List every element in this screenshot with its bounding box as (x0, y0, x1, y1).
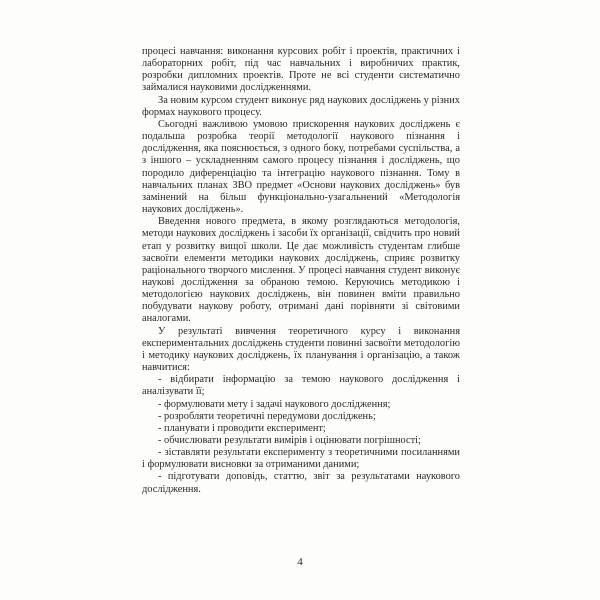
paragraph-continuation: процесі навчання: виконання курсових робіт і проектів, практичних і лабораторних робіт, під час навчальних і виробничих практик, розробки дипломних проектів. Проте не всі студенти систематично займалися науковими дослідженнями. (142, 46, 460, 94)
paragraph: Сьогодні важливою умовою прискорення наукових досліджень є подальша розробка теорії методології наукового пізнання і дослідження, яка пояснюється, з одного боку, потребами суспільства, а з іншого – ускладненням самого процесу пізнання і досліджень, що породило диференціацію та інтеграцію наукового пізнання. Тому в навчальних планах ЗВО предмет «Основи наукових досліджень» був замінений на більш функціонально-узагальнений «Методологія наукових досліджень». (142, 118, 460, 216)
list-item: - формулювати мету і задачі наукового дослідження; (158, 398, 391, 410)
page-number: 4 (297, 556, 303, 568)
list-item: - обчислювати результати вимірів і оцінювати погрішності; (158, 435, 421, 446)
skills-list (142, 374, 460, 496)
list-item: - розробляти теоретичні передумови досліджень; (158, 410, 376, 422)
body-text (142, 46, 460, 496)
paragraph: У результаті вивчення теоретичного курсу і виконання експериментальних досліджень студенти повинні засвоїти методологію і методику наукових досліджень, їх планування і організацію, а також навчитися: (142, 325, 460, 374)
paragraph: Введення нового предмета, в якому розглядаються методологія, методи наукових досліджень і засоби їх організації, свідчить про новий етап у розвитку вищої школи. Це дає можливість студентам глибше засвоїти елементи методики наукових досліджень, сприяє розвитку раціонального творчого мислення. У процесі навчання студент виконує наукові дослідження за обраною темою. Керуючись методикою і методологією наукових досліджень, він повинен вміти правильно побудувати наукову роботу, отримані дані порівняти зі світовими аналогами. (142, 216, 460, 325)
list-item: - планувати і проводити експеримент; (158, 422, 326, 434)
list-item: - зіставляти результати експерименту з теоретичними посиланнями і формулювати висновки за отриманими даними; (142, 447, 460, 471)
list-item: - відбирати інформацію за темою наукового дослідження і аналізувати її; (142, 374, 460, 398)
list-item: - підготувати доповідь, статтю, звіт за результатами наукового дослідження. (142, 471, 460, 495)
paragraph: За новим курсом студент виконує ряд наукових досліджень у різних формах наукового процесу. (142, 94, 460, 118)
